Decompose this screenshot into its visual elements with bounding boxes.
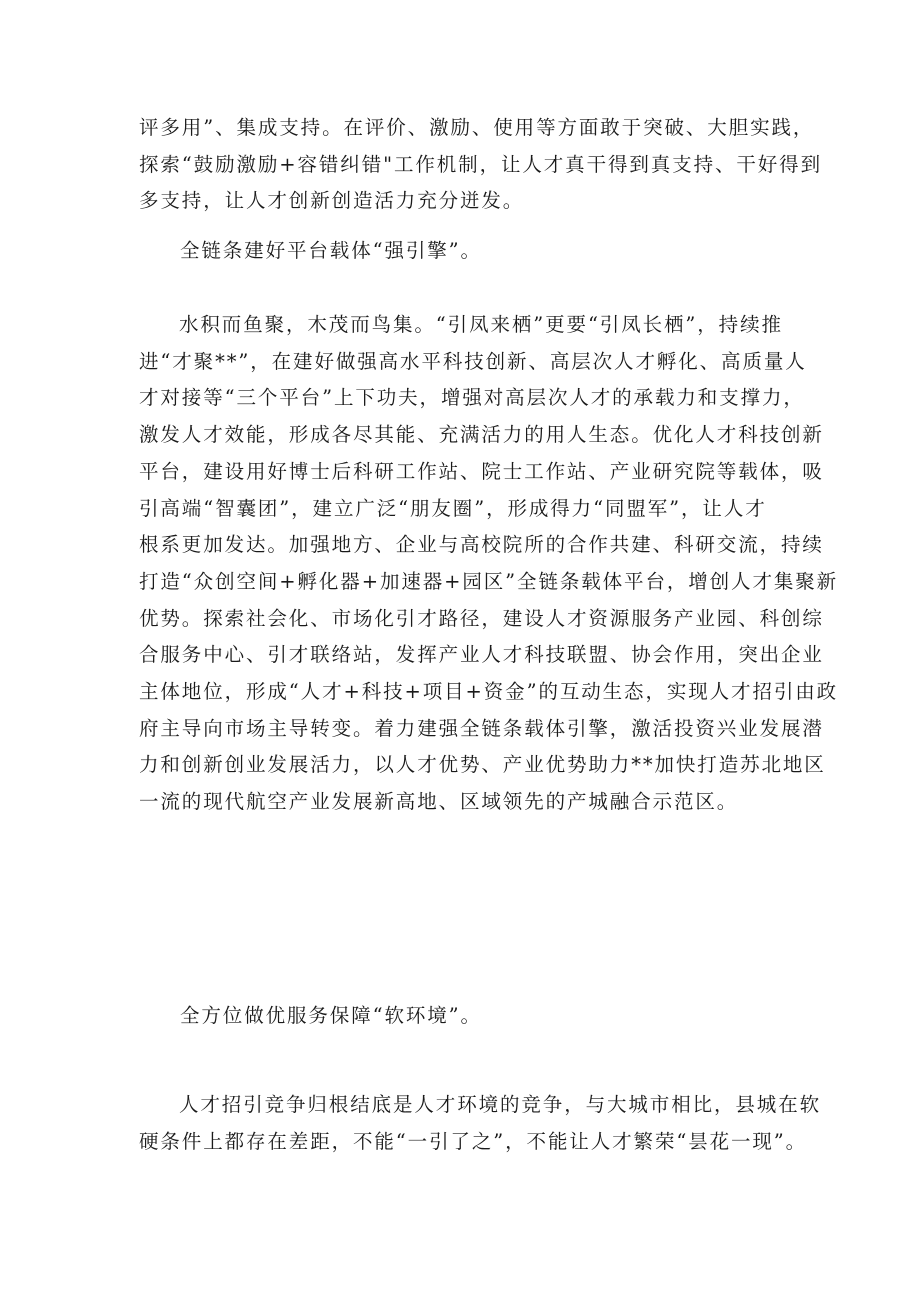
text-line: 硬条件上都存在差距，不能“一引了之”，不能让人才繁荣“昙花一现”。 (139, 1129, 808, 1153)
text-line: 进“才聚**”，在建好做强高水平科技创新、高层次人才孵化、高质量人 (139, 349, 807, 373)
text-line: 主体地位，形成“人才+科技+项目+资金”的互动生态，实现人才招引由政 (139, 680, 839, 704)
text-line: 优势。探索社会化、市场化引才路径，建设人才资源服务产业园、科创综 (139, 606, 824, 630)
text-line: 引高端“智囊团”，建立广泛“朋友圈”，形成得力“同盟军”，让人才 (139, 496, 767, 520)
text-line: 府主导向市场主导转变。着力建强全链条载体引擎，激活投资兴业发展潜 (139, 716, 824, 740)
text-line: 评多用”、集成支持。在评价、激励、使用等方面敢于突破、大胆实践， (139, 116, 815, 139)
paragraph-platform (139, 307, 839, 821)
text-line: 激发人才效能，形成各尽其能、充满活力的用人生态。优化人才科技创新 (139, 423, 824, 447)
text-line: 一流的现代航空产业发展新高地、区域领先的产城融合示范区。 (139, 790, 739, 814)
text-line: 才对接等“三个平台”上下功夫，增强对高层次人才的承载力和支撑力， (139, 386, 805, 410)
text-line: 根系更加发达。加强地方、企业与高校院所的合作共建、科研交流，持续 (139, 533, 824, 557)
paragraph-environment (139, 1087, 822, 1160)
section-heading-environment: 全方位做优服务保障“软环境”。 (180, 1004, 482, 1027)
text-line: 人才招引竞争归根结底是人才环境的竞争，与大城市相比，县城在软 (179, 1093, 822, 1116)
text-line: 探索“鼓励激励+容错纠错"工作机制，让人才真干得到真支持、干好得到 (139, 152, 822, 176)
text-line: 打造“众创空间+孵化器+加速器+园区”全链条载体平台，增创人才集聚新 (139, 569, 839, 593)
text-line: 多支持，让人才创新创造活力充分迸发。 (139, 189, 525, 213)
text-line: 水积而鱼聚，木茂而鸟集。“引凤来栖”更要“引凤长栖”，持续推 (179, 313, 783, 336)
paragraph-talent-mechanism (139, 110, 822, 220)
text-line: 力和创新创业发展活力，以人才优势、产业优势助力**加快打造苏北地区 (139, 753, 826, 777)
text-line: 平台，建设用好博士后科研工作站、院士工作站、产业研究院等载体，吸 (139, 459, 824, 483)
text-line: 合服务中心、引才联络站，发挥产业人才科技联盟、协会作用，突出企业 (139, 643, 824, 667)
section-heading-platform: 全链条建好平台载体“强引擎”。 (180, 239, 482, 262)
